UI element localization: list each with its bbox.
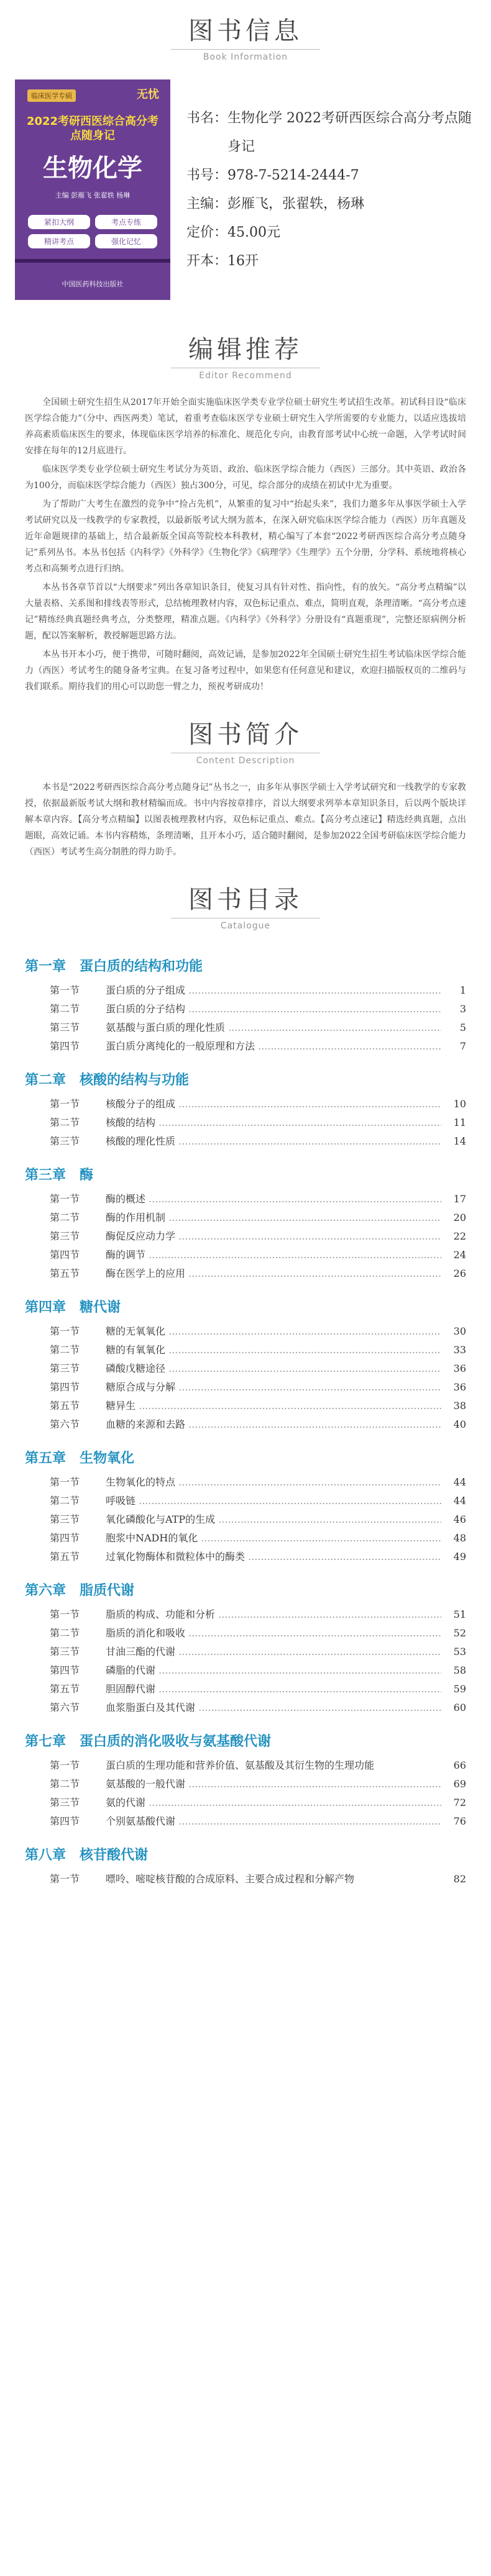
- section-name: 酶的调节 .....: [106, 1246, 441, 1264]
- toc-chapter: [25, 1069, 466, 1089]
- section-name: 核酸分子的组成 .....: [106, 1095, 441, 1113]
- toc-chapter: [25, 1580, 466, 1599]
- toc-row: [25, 1037, 466, 1056]
- page-number: 33: [453, 1344, 466, 1356]
- toc-chapter: [25, 1731, 466, 1750]
- recommend-text: [0, 388, 491, 704]
- toc-row: [25, 1018, 466, 1037]
- section-name: 血浆脂蛋白及其代谢 .....: [106, 1698, 441, 1717]
- toc-row: [25, 1643, 466, 1661]
- feature-tag: 强化记忆: [95, 234, 157, 248]
- toc-row: [25, 1000, 466, 1018]
- page-number: 49: [453, 1551, 466, 1562]
- toc-row: [25, 1209, 466, 1227]
- section-name: 胞浆中NADH的氧化 .....: [106, 1529, 441, 1548]
- section-name: 呼吸链 .....: [106, 1492, 441, 1510]
- cover-publisher: 中国医药科技出版社: [62, 280, 124, 288]
- toc-row: [25, 1322, 466, 1341]
- page-number: 24: [453, 1249, 466, 1261]
- feature-tag: 紧扣大纲: [28, 215, 90, 229]
- chapter-number: 第一章: [25, 959, 67, 974]
- intro-section-header: [0, 704, 491, 766]
- paragraph: 临床医学类专业学位硕士研究生考试分为英语、政治、临床医学综合能力（西医）三部分。其中英语、政治各为100分，而临床医学综合能力（西医）独占300分，可见，综合部分的成绩在初试中尤为重要。: [25, 465, 466, 491]
- detail-isbn: [186, 161, 476, 190]
- detail-editor: [186, 190, 476, 219]
- toc-row: [25, 1341, 466, 1359]
- section-name: 酶促反应动力学 .....: [106, 1227, 441, 1246]
- divider: [171, 49, 320, 50]
- chapter-number: 第二章: [25, 1073, 67, 1088]
- section-number: 第五节: [50, 1400, 80, 1412]
- section-number: 第三节: [50, 1135, 80, 1147]
- section-number: 第二节: [50, 1212, 80, 1223]
- page-number: 60: [453, 1702, 466, 1713]
- page-number: 22: [453, 1230, 466, 1242]
- page-number: 59: [453, 1683, 466, 1695]
- paragraph: 全国硕士研究生招生从2017年开始全面实施临床医学类专业学位硕士研究生考试招生改革。初试科目设“临床医学综合能力”（分中、西医两类）笔试，着重考查临床医学专业硕士研究生入学所需要的专业能力，以适应选拔培养高素质临床医生的要求，体现临床医学培养的标准化、规范化专向，由教育部考试中心统一命题，入学考试时间安排在每年的12月底进行。: [25, 397, 466, 456]
- chapter-title: 蛋白质的结构和功能: [80, 959, 203, 974]
- toc-row: [25, 1132, 466, 1151]
- section-name: 氧化磷酸化与ATP的生成 .....: [106, 1510, 441, 1529]
- page-number: 5: [459, 1022, 466, 1033]
- toc-row: [25, 1415, 466, 1434]
- section-name: 氨基酸的一般代谢 .....: [106, 1775, 441, 1794]
- page-number: 17: [453, 1193, 466, 1205]
- section-name: 氨的代谢 .....: [106, 1794, 441, 1812]
- cover-features: [26, 215, 159, 248]
- section-name: 酶的概述 .....: [106, 1190, 441, 1209]
- section-name: 酶在医学上的应用 .....: [106, 1264, 441, 1283]
- page-number: 46: [453, 1513, 466, 1525]
- page-number: 20: [453, 1212, 466, 1223]
- toc-row: [25, 981, 466, 1000]
- toc-row: [25, 1492, 466, 1510]
- section-name: 胆固醇代谢 .....: [106, 1680, 441, 1698]
- section-number: 第四节: [50, 1532, 80, 1544]
- toc-row: [25, 1359, 466, 1378]
- book-cover: [15, 79, 170, 300]
- page-number: 76: [453, 1815, 466, 1827]
- brand-badge: 无忧: [137, 88, 159, 101]
- page-number: 44: [453, 1495, 466, 1507]
- paragraph: 为了帮助广大考生在激烈的竞争中“捡占先机”，从繁重的复习中“抬起头来”，我们力邀多年从事医学硕士入学考试研究以及一线教学的专家教授，以最新版考试大纲为蓝本，在深入研究临床医学综合能力（西医）历年真题及近年命题规律的基础上，结合最新版全国高等院校本科教材，精心编写了本套“2022考研西医综合高分考点随身记”系列丛书。本丛书包括《内科学》《外科学》《生物化学》《病理学》《生理学》五个分册，分学科、系统地将核心考点和高频考点进行归纳。: [25, 499, 466, 574]
- section-number: 第二节: [50, 1495, 80, 1507]
- chapter-number: 第七章: [25, 1734, 67, 1749]
- section-subtitle: Editor Recommend: [199, 371, 292, 381]
- section-number: 第三节: [50, 1022, 80, 1033]
- toc-row: [25, 1227, 466, 1246]
- section-number: 第四节: [50, 1815, 80, 1827]
- section-number: 第三节: [50, 1363, 80, 1374]
- chapter-title: 核苷酸代谢: [80, 1848, 149, 1863]
- section-number: 第三节: [50, 1513, 80, 1525]
- chapter-number: 第四章: [25, 1300, 67, 1315]
- section-name: 磷脂的代谢 .....: [106, 1661, 441, 1680]
- section-name: 过氧化物酶体和微粒体中的酶类 .....: [106, 1548, 441, 1566]
- chapter-number: 第八章: [25, 1848, 67, 1863]
- section-subtitle: Book Information: [203, 52, 288, 62]
- section-number: 第四节: [50, 1381, 80, 1393]
- section-name: 核酸的结构 .....: [106, 1113, 441, 1132]
- detail-value: 生物化学 2022考研西医综合高分考点随身记: [227, 111, 472, 155]
- section-name: 糖的无氧氧化 .....: [106, 1322, 441, 1341]
- toc-row: [25, 1775, 466, 1794]
- section-name: 嘌呤、嘧啶核苷酸的合成原料、主要合成过程和分解产物: [106, 1873, 355, 1885]
- toc-row: [25, 1246, 466, 1264]
- section-name: 蛋白质的生理功能和营养价值、氨基酸及其衍生物的生理功能: [106, 1759, 375, 1771]
- section-number: 第二节: [50, 1003, 80, 1015]
- toc-row: [25, 1870, 466, 1889]
- toc-row: [25, 1397, 466, 1415]
- chapter-title: 糖代谢: [80, 1300, 121, 1315]
- section-number: 第一节: [50, 1193, 80, 1205]
- section-subtitle: Content Description: [196, 756, 295, 766]
- book-details: [186, 79, 476, 276]
- page-number: 30: [453, 1325, 466, 1337]
- cover-authors: 主编 彭雁飞 张翟轶 杨琳: [55, 191, 131, 199]
- page-number: 10: [453, 1098, 466, 1110]
- detail-label: 书名：: [186, 111, 228, 126]
- page-number: 58: [453, 1664, 466, 1676]
- toc-row: [25, 1190, 466, 1209]
- cover-series-title: 2022考研西医综合高分考点随身记: [26, 115, 159, 143]
- section-name: 血糖的来源和去路 .....: [106, 1415, 441, 1434]
- detail-value: 978-7-5214-2444-7: [227, 168, 359, 183]
- section-title: 图书信息: [188, 17, 303, 45]
- detail-title: [186, 104, 476, 161]
- section-name: 糖原合成与分解 .....: [106, 1378, 441, 1397]
- toc-chapter: [25, 1448, 466, 1467]
- detail-price: [186, 219, 476, 247]
- cover-book-title: 生物化学: [43, 153, 142, 183]
- page-number: 44: [453, 1476, 466, 1488]
- page-number: 14: [453, 1135, 466, 1147]
- page-number: 66: [453, 1759, 466, 1771]
- page-number: 1: [459, 984, 466, 996]
- page-number: 40: [453, 1418, 466, 1430]
- page-number: 11: [453, 1117, 466, 1128]
- page-number: 36: [453, 1363, 466, 1374]
- toc-chapter: [25, 956, 466, 975]
- section-title: 图书目录: [188, 886, 303, 914]
- page-number: 53: [453, 1646, 466, 1658]
- toc-chapter: [25, 1844, 466, 1864]
- section-number: 第六节: [50, 1418, 80, 1430]
- section-name: 糖异生 .....: [106, 1397, 441, 1415]
- toc-row: [25, 1095, 466, 1113]
- section-number: 第一节: [50, 1098, 80, 1110]
- toc-row: [25, 1264, 466, 1283]
- toc-row: [25, 1794, 466, 1812]
- book-info: [0, 70, 491, 319]
- section-name: 蛋白质的分子组成 .....: [106, 981, 441, 1000]
- section-number: 第二节: [50, 1117, 80, 1128]
- toc-row: [25, 1113, 466, 1132]
- detail-format: [186, 247, 476, 276]
- feature-tag: 考点专练: [95, 215, 157, 229]
- section-name: 脂质的构成、功能和分析 .....: [106, 1605, 441, 1624]
- section-number: 第一节: [50, 984, 80, 996]
- section-number: 第四节: [50, 1249, 80, 1261]
- section-name: 酶的作用机制 .....: [106, 1209, 441, 1227]
- section-number: 第一节: [50, 1476, 80, 1488]
- chapter-number: 第三章: [25, 1168, 67, 1183]
- feature-tag: 精讲考点: [28, 234, 90, 248]
- cover-stripe: [15, 259, 170, 263]
- section-number: 第三节: [50, 1646, 80, 1658]
- section-number: 第四节: [50, 1664, 80, 1676]
- section-name: 脂质的消化和吸收 .....: [106, 1624, 441, 1643]
- toc-row: [25, 1605, 466, 1624]
- toc-row: [25, 1548, 466, 1566]
- detail-value: 彭雁飞，张翟轶，杨琳: [227, 196, 365, 212]
- chapter-title: 脂质代谢: [80, 1583, 135, 1599]
- toc-row: [25, 1378, 466, 1397]
- section-number: 第五节: [50, 1683, 80, 1695]
- toc-row: [25, 1756, 466, 1775]
- detail-label: 定价：: [186, 225, 228, 240]
- toc-chapter: [25, 1164, 466, 1184]
- page-number: 69: [453, 1778, 466, 1790]
- chapter-title: 核酸的结构与功能: [80, 1073, 190, 1088]
- section-name: 个别氨基酸代谢 .....: [106, 1812, 441, 1831]
- section-number: 第一节: [50, 1873, 80, 1885]
- section-number: 第三节: [50, 1797, 80, 1808]
- page-number: 26: [453, 1268, 466, 1279]
- section-title: 编辑推荐: [188, 335, 303, 364]
- table-of-contents: [0, 938, 491, 1913]
- chapter-number: 第五章: [25, 1451, 67, 1466]
- toc-row: [25, 1529, 466, 1548]
- detail-value: 45.00元: [227, 225, 280, 240]
- section-name: 氨基酸与蛋白质的理化性质 .....: [106, 1018, 441, 1037]
- paragraph: 本丛书各章节首以“大纲要求”列出各章知识条目，使复习具有针对性、指向性，有的放矢。“高分考点精编”以大量表格、关系图和排线表等形式，总结梳理教材内容，双色标记重点、难点，简明直观，条理清晰。“高分考点速记”精练经典真题经典考点，分类整理，精准点题。《内科学》《外科学》分册设有“真题重现”，完整还原病例分析题，配以答案解析，教授解题思路方法。: [25, 583, 466, 641]
- section-name: 生物氧化的特点 .....: [106, 1473, 441, 1492]
- section-number: 第一节: [50, 1608, 80, 1620]
- paragraph: 本丛书开本小巧，便于携带，可随时翻阅，高效记诵，是参加2022年全国硕士研究生招生考试临床医学综合能力（西医）考试考生的随身备考宝典。在复习备考过程中，如果您有任何意见和建议，欢迎扫描版权页的二维码与我们联系。期待我们的用心可以助您一臂之力，预祝考研成功！: [25, 650, 466, 692]
- section-number: 第五节: [50, 1551, 80, 1562]
- detail-label: 主编：: [186, 196, 228, 212]
- chapter-number: 第六章: [25, 1583, 67, 1599]
- section-number: 第二节: [50, 1778, 80, 1790]
- toc-row: [25, 1624, 466, 1643]
- page-number: 51: [453, 1608, 466, 1620]
- page-number: 36: [453, 1381, 466, 1393]
- section-number: 第六节: [50, 1702, 80, 1713]
- page-number: 52: [453, 1627, 466, 1639]
- toc-row: [25, 1473, 466, 1492]
- detail-value: 16开: [227, 253, 259, 269]
- toc-row: [25, 1680, 466, 1698]
- intro-text: [0, 773, 491, 869]
- section-name: 核酸的理化性质 .....: [106, 1132, 441, 1151]
- toc-row: [25, 1698, 466, 1717]
- section-title: 图书简介: [188, 720, 303, 749]
- page-number: 72: [453, 1797, 466, 1808]
- section-number: 第一节: [50, 1325, 80, 1337]
- section-number: 第二节: [50, 1344, 80, 1356]
- toc-row: [25, 1812, 466, 1831]
- page-number: 3: [459, 1003, 466, 1015]
- detail-label: 开本：: [186, 253, 228, 269]
- section-name: 蛋白质分离纯化的一般原理和方法 .....: [106, 1037, 441, 1056]
- chapter-title: 生物氧化: [80, 1451, 135, 1466]
- chapter-title: 酶: [80, 1168, 94, 1183]
- section-number: 第三节: [50, 1230, 80, 1242]
- section-number: 第二节: [50, 1627, 80, 1639]
- section-number: 第五节: [50, 1268, 80, 1279]
- toc-row: [25, 1510, 466, 1529]
- section-name: 糖的有氧氧化 .....: [106, 1341, 441, 1359]
- chapter-title: 蛋白质的消化吸收与氨基酸代谢: [80, 1734, 272, 1749]
- detail-label: 书号：: [186, 168, 228, 183]
- page-number: 38: [453, 1400, 466, 1412]
- section-name: 磷酸戊糖途径 .....: [106, 1359, 441, 1378]
- section-name: 甘油三酯的代谢 .....: [106, 1643, 441, 1661]
- section-subtitle: Catalogue: [220, 921, 271, 931]
- section-number: 第四节: [50, 1040, 80, 1052]
- recommend-section-header: [0, 319, 491, 381]
- toc-section-header: [0, 869, 491, 931]
- toc-row: [25, 1661, 466, 1680]
- section-name: 蛋白质的分子结构 .....: [106, 1000, 441, 1018]
- toc-chapter: [25, 1297, 466, 1316]
- page-number: 48: [453, 1532, 466, 1544]
- series-badge: 临床医学专硕: [27, 89, 76, 102]
- paragraph: 本书是“2022考研西医综合高分考点随身记”丛书之一，由多年从事医学硕士入学考试研究和一线教学的专家教授，依据最新版考试大纲和教材精编而成。书中内容按章排序，首以大纲要求列举本章知识条目，后以两个版块详解本章内容。【高分考点精编】以图表梳理教材内容，双色标记重点、难点。【高分考点速记】精选经典真题，点出题眼，高效记诵。本书内容精炼，条理清晰，且开本小巧，适合随时翻阅，是参加2022全国考研临床医学综合能力（西医）考试考生高分制胜的得力助手。: [25, 782, 466, 857]
- page-number: 82: [453, 1873, 466, 1885]
- section-number: 第一节: [50, 1759, 80, 1771]
- page-number: 7: [459, 1040, 466, 1052]
- info-section-header: [0, 0, 491, 62]
